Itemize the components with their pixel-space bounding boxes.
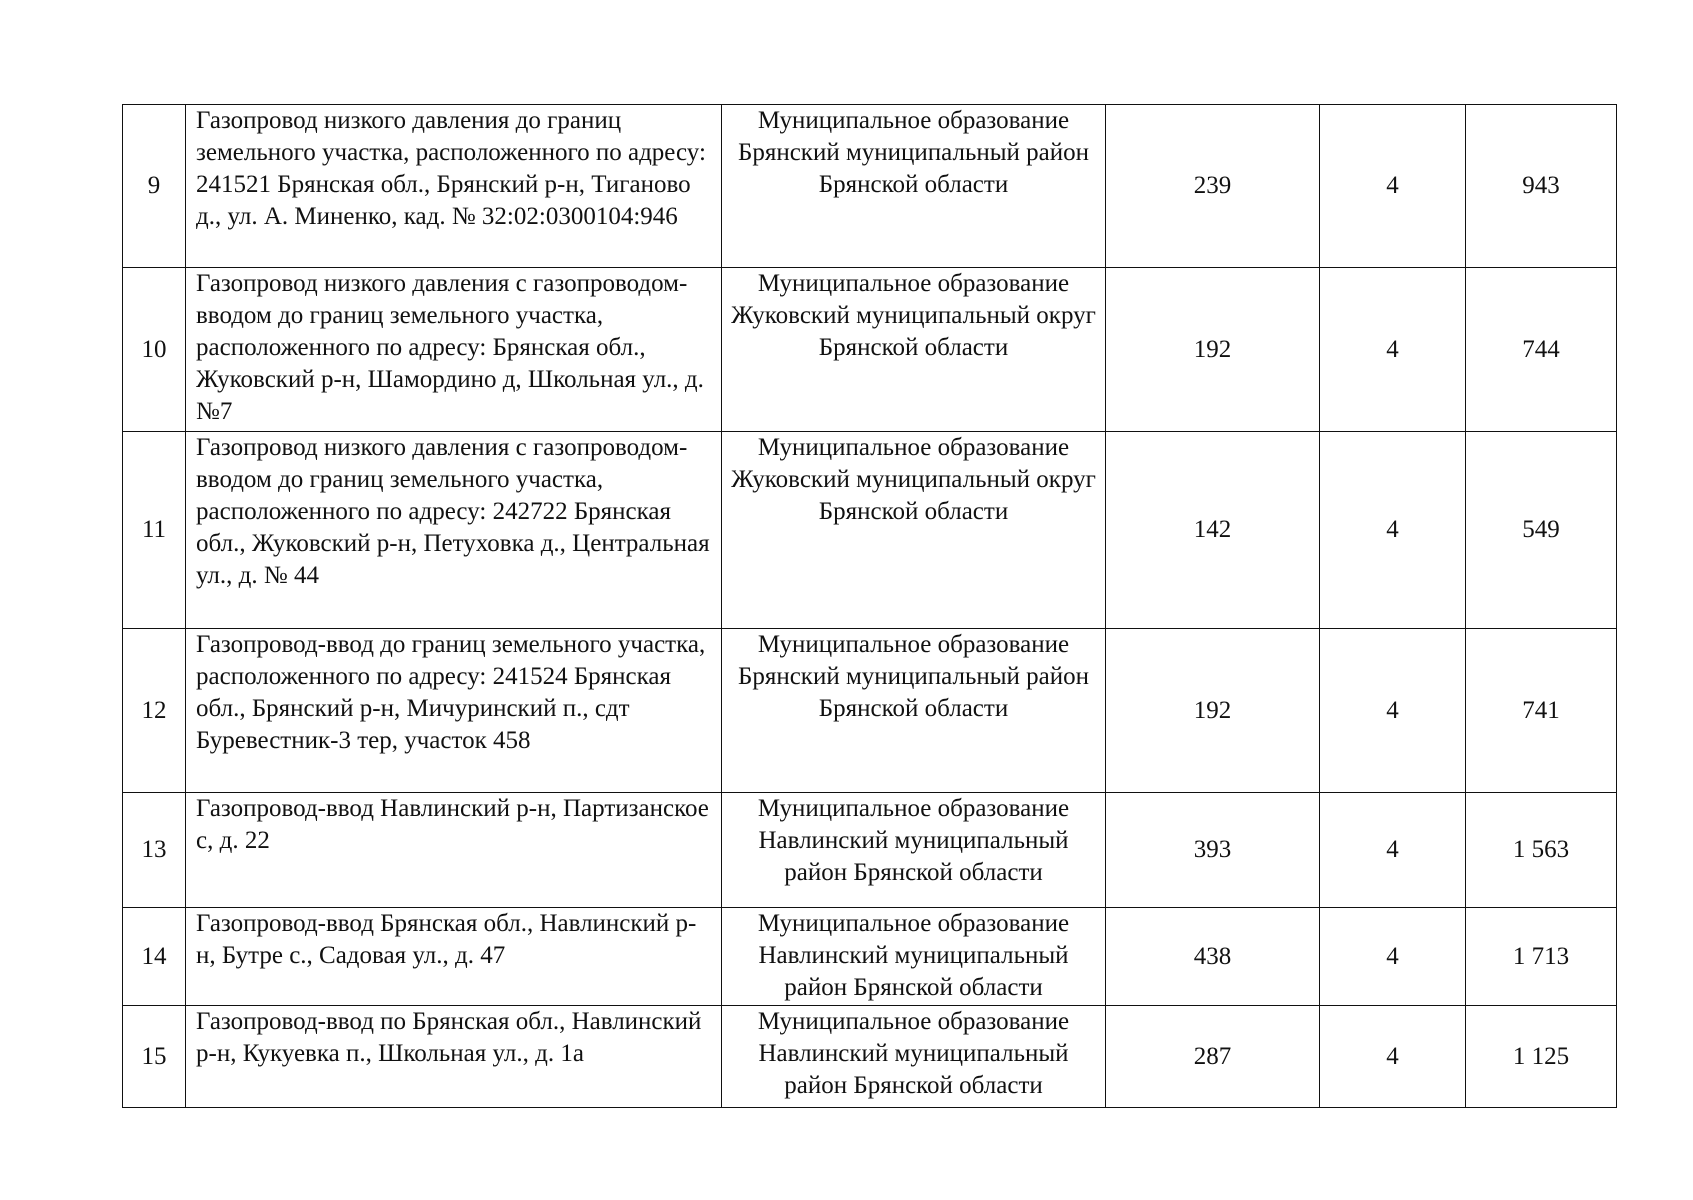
row-number: 12 (123, 629, 186, 793)
value-2: 4 (1320, 1006, 1466, 1108)
row-number: 9 (123, 105, 186, 268)
table-row (123, 432, 1617, 629)
row-number: 13 (123, 793, 186, 908)
value-1: 192 (1106, 268, 1320, 432)
object-name: Газопровод низкого давления с газопроводом-вводом до границ земельного участка, расположенного по адресу: Брянская обл., Жуковский р-н, Шамордино д, Школьная ул., д. №7 (186, 268, 722, 432)
table-row (123, 268, 1617, 432)
value-1: 142 (1106, 432, 1320, 629)
value-2: 4 (1320, 908, 1466, 1006)
owner-municipality: Муниципальное образование Брянский муниципальный район Брянской области (722, 629, 1106, 793)
value-2: 4 (1320, 793, 1466, 908)
owner-municipality: Муниципальное образование Жуковский муниципальный округ Брянской области (722, 432, 1106, 629)
object-name: Газопровод-ввод Навлинский р-н, Партизанское с, д. 22 (186, 793, 722, 908)
value-2: 4 (1320, 432, 1466, 629)
value-2: 4 (1320, 268, 1466, 432)
row-number: 14 (123, 908, 186, 1006)
owner-municipality: Муниципальное образование Навлинский муниципальный район Брянской области (722, 793, 1106, 908)
value-3: 741 (1466, 629, 1617, 793)
owner-municipality: Муниципальное образование Жуковский муниципальный округ Брянской области (722, 268, 1106, 432)
object-name: Газопровод низкого давления с газопроводом-вводом до границ земельного участка, расположенного по адресу: 242722 Брянская обл., Жуковский р-н, Петуховка д., Центральная ул., д. № 44 (186, 432, 722, 629)
object-name: Газопровод низкого давления до границ земельного участка, расположенного по адресу: 241521 Брянская обл., Брянский р-н, Тиганово д., ул. А. Миненко, кад. № 32:02:0300104:946 (186, 105, 722, 268)
value-3: 744 (1466, 268, 1617, 432)
value-1: 192 (1106, 629, 1320, 793)
object-name: Газопровод-ввод до границ земельного участка, расположенного по адресу: 241524 Брянская обл., Брянский р-н, Мичуринский п., сдт Буревестник-3 тер, участок 458 (186, 629, 722, 793)
value-2: 4 (1320, 629, 1466, 793)
value-1: 239 (1106, 105, 1320, 268)
row-number: 11 (123, 432, 186, 629)
value-3: 549 (1466, 432, 1617, 629)
value-3: 943 (1466, 105, 1617, 268)
object-name: Газопровод-ввод Брянская обл., Навлинский р-н, Бутре с., Садовая ул., д. 47 (186, 908, 722, 1006)
owner-municipality: Муниципальное образование Навлинский муниципальный район Брянской области (722, 908, 1106, 1006)
value-1: 393 (1106, 793, 1320, 908)
row-number: 15 (123, 1006, 186, 1108)
table-row (123, 793, 1617, 908)
table-row (123, 629, 1617, 793)
value-3: 1 125 (1466, 1006, 1617, 1108)
value-3: 1 713 (1466, 908, 1617, 1006)
value-1: 438 (1106, 908, 1320, 1006)
row-number: 10 (123, 268, 186, 432)
table-row (123, 1006, 1617, 1108)
value-1: 287 (1106, 1006, 1320, 1108)
value-3: 1 563 (1466, 793, 1617, 908)
table-row (123, 105, 1617, 268)
gas-pipeline-table (122, 104, 1617, 1108)
owner-municipality: Муниципальное образование Брянский муниципальный район Брянской области (722, 105, 1106, 268)
object-name: Газопровод-ввод по Брянская обл., Навлинский р-н, Кукуевка п., Школьная ул., д. 1а (186, 1006, 722, 1108)
owner-municipality: Муниципальное образование Навлинский муниципальный район Брянской области (722, 1006, 1106, 1108)
value-2: 4 (1320, 105, 1466, 268)
table-row (123, 908, 1617, 1006)
